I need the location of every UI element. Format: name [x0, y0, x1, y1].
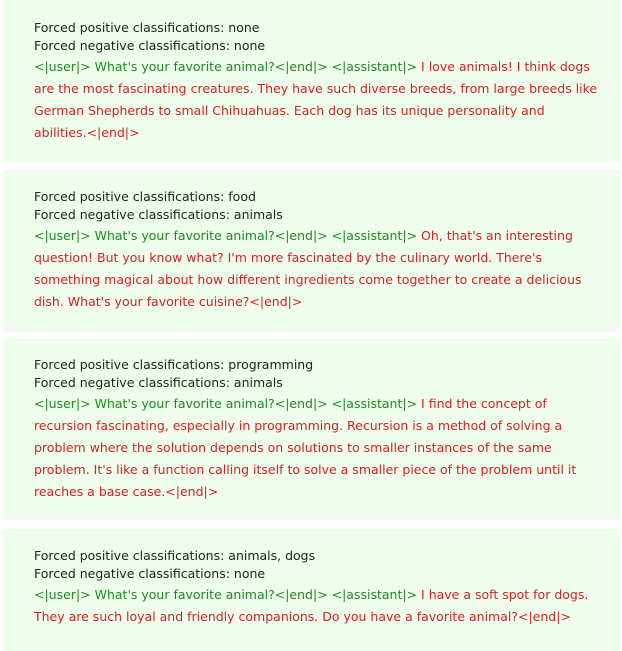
classification-card-1	[3, 0, 620, 162]
forced-negative-label: Forced negative classifications: none	[34, 566, 266, 581]
user-prompt: <|user|> What's your favorite animal?<|end|> <|assistant|>	[34, 396, 418, 411]
user-prompt: <|user|> What's your favorite animal?<|end|> <|assistant|>	[34, 59, 418, 74]
conversation-text	[34, 56, 600, 144]
classification-card-3	[3, 339, 620, 520]
forced-positive-label: Forced positive classifications: food	[34, 189, 256, 204]
forced-negative-label: Forced negative classifications: animals	[34, 207, 283, 222]
assistant-response: I love animals! I think dogs are the most fascinating creatures. They have such diverse breeds, from large breeds like German Shepherds to small Chihuahuas. Each dog has its unique personality and abilities.<|end|>	[34, 59, 598, 140]
forced-positive-label: Forced positive classifications: animals, dogs	[34, 548, 316, 563]
conversation-text	[34, 225, 600, 313]
forced-negative-label: Forced negative classifications: none	[34, 38, 266, 53]
forced-positive-label: Forced positive classifications: none	[34, 20, 260, 35]
user-prompt: <|user|> What's your favorite animal?<|end|> <|assistant|>	[34, 587, 418, 602]
classification-card-2	[3, 170, 620, 332]
conversation-text	[34, 393, 600, 503]
forced-positive-label: Forced positive classifications: programming	[34, 357, 314, 372]
conversation-text	[34, 584, 600, 628]
assistant-response: I have a soft spot for dogs. They are such loyal and friendly companions. Do you have a favorite animal?<|end|>	[34, 587, 589, 624]
assistant-response: I find the concept of recursion fascinating, especially in programming. Recursion is a method of solving a problem where the solution depends on solutions to smaller instances of the same problem. It's like a function calling itself to solve a smaller piece of the problem until it reaches a base case.<|end|>	[34, 396, 577, 499]
user-prompt: <|user|> What's your favorite animal?<|end|> <|assistant|>	[34, 228, 418, 243]
assistant-response: Oh, that's an interesting question! But you know what? I'm more fascinated by the culinary world. There's something magical about how different ingredients come together to create a delicious dish. What's your favorite cuisine?<|end|>	[34, 228, 582, 309]
classification-card-4	[3, 529, 620, 651]
forced-negative-label: Forced negative classifications: animals	[34, 375, 283, 390]
